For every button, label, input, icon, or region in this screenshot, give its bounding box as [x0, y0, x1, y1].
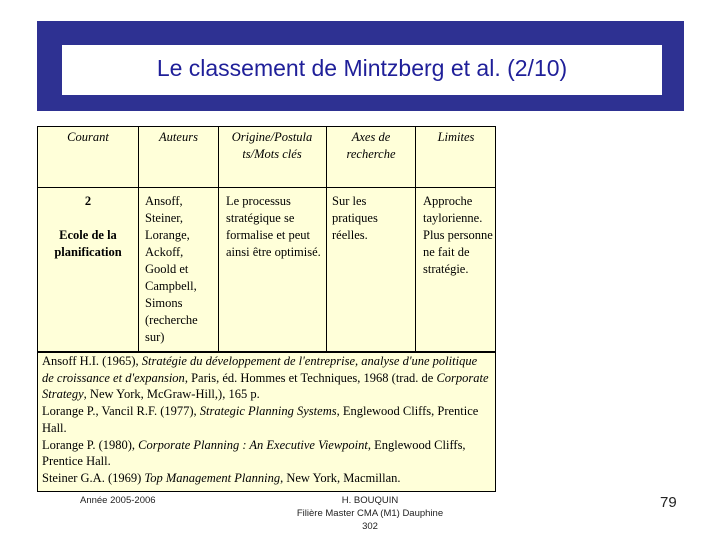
header-axes: Axes de recherche — [346, 130, 396, 161]
footer-slide-code: 302 — [362, 521, 378, 532]
reference-item: Lorange P., Vancil R.F. (1977), Strategic Planning Systems, Englewood Cliffs, Prentice Hall. — [42, 404, 479, 435]
footer-author: H. BOUQUIN — [341, 495, 399, 506]
header-origine: Origine/Postula ts/Mots clés — [231, 130, 313, 161]
references-block — [37, 352, 496, 492]
footer-year: Année 2005-2006 — [80, 495, 156, 506]
reference-item: Ansoff H.I. (1965), Stratégie du développement de l'entreprise, analyse d'une politique de croissance et d'expansion, Paris, éd. Hommes et Techniques, 1968 (trad. de — [42, 354, 478, 385]
header-divider — [37, 187, 496, 188]
courant-number: 2 — [84, 194, 92, 208]
header-courant: Courant — [67, 130, 109, 144]
reference-item: Corporate Strategy, New York, McGraw-Hill,), 165 p. — [42, 370, 489, 402]
cell-auteurs: Ansoff, Steiner, Lorange, Ackoff, Goold et Campbell, Simons (recherche sur) — [145, 194, 198, 344]
column-divider — [218, 126, 219, 352]
cell-limites: Approche taylorienne. Plus personne ne fait de stratégie. — [423, 194, 493, 276]
reference-item: Steiner G.A. (1969) Top Management Planning, New York, Macmillan. — [42, 470, 401, 485]
page-title: Le classement de Mintzberg et al. (2/10) — [156, 55, 568, 81]
courant-name: Ecole de la planification — [54, 228, 122, 259]
cell-origine: Le processus stratégique se formalise et peut ainsi être optimisé. — [226, 194, 321, 259]
page-number: 79 — [660, 494, 677, 511]
header-limites: Limites — [437, 130, 475, 144]
header-auteurs: Auteurs — [159, 130, 198, 144]
reference-item: Lorange P. (1980), Corporate Planning : An Executive Viewpoint, Englewood Cliffs, Prentice Hall. — [42, 437, 466, 469]
title-box — [62, 45, 662, 95]
column-divider — [138, 126, 139, 352]
cell-axes: Sur les pratiques réelles. — [332, 194, 378, 242]
footer-program: Filière Master CMA (M1) Dauphine — [296, 508, 444, 519]
column-divider — [415, 126, 416, 352]
